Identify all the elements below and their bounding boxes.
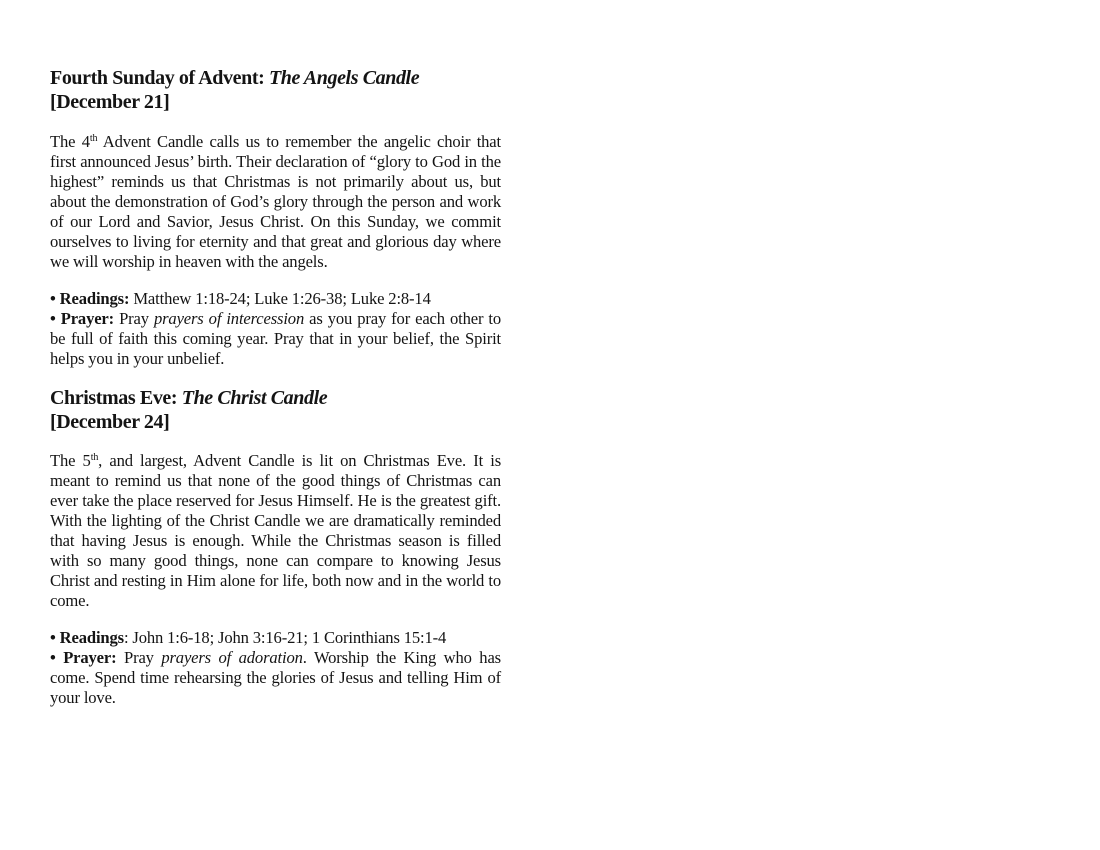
bullet-marker: •: [50, 289, 60, 308]
section-paragraph: [50, 451, 501, 611]
readings-text: : John 1:6-18; John 3:16-21; 1 Corinthians 15:1-4: [123, 628, 447, 647]
para-start: The 5: [50, 451, 91, 470]
para-rest: Advent Candle calls us to remember the angelic choir that first announced Jesus’ birth. Their declaration of “glory to God in the highest” reminds us that Christmas is not primarily about us, but about the demonstration of God’s glory through the person and work of our Lord and Savior, Jesus Christ. On this Sunday, we commit ourselves to living for eternity and that great and glorious day where we will worship in heaven with the angels.: [50, 132, 501, 271]
candle-name: The Christ Candle: [181, 387, 328, 409]
prayer-pre: Pray: [114, 309, 154, 328]
section-bullets: [50, 628, 501, 708]
heading-prefix: Fourth Sunday of Advent:: [50, 67, 269, 89]
ordinal-suffix: th: [90, 452, 99, 463]
para-rest: , and largest, Advent Candle is lit on Christmas Eve. It is meant to remind us that none of the good things of Christmas can ever take the place reserved for Jesus Himself. He is the greatest gift. With the lighting of the Christ Candle we are dramatically reminded that having Jesus is enough. While the Christmas season is filled with so many good things, none can compare to knowing Jesus Christ and resting in Him alone for life, both now and in the world to come.: [50, 451, 501, 610]
ordinal-suffix: th: [89, 133, 98, 144]
bullet-marker: •: [50, 309, 61, 328]
section-paragraph: [50, 132, 501, 272]
readings-label: Readings: [59, 628, 124, 647]
readings-label: Readings:: [59, 289, 130, 308]
prayer-post: . Worship the King who has come. Spend time rehearsing the glories of Jesus and telling Him of your love.: [50, 648, 501, 707]
prayer-post: as you pray for each other to be full of faith this coming year. Pray that in your belief, the Spirit helps you in your unbelief.: [50, 309, 501, 368]
prayer-item: [50, 648, 501, 708]
bullet-marker: •: [50, 648, 64, 667]
prayer-label: Prayer:: [60, 309, 115, 328]
document-page: [50, 66, 501, 708]
prayer-item: [50, 309, 501, 369]
para-start: The 4: [50, 132, 90, 151]
readings-item: [50, 628, 501, 648]
prayer-label: Prayer:: [63, 648, 117, 667]
prayer-type: prayers of intercession: [153, 309, 305, 328]
candle-name: The Angels Candle: [268, 67, 420, 89]
section-date: [December 21]: [50, 91, 170, 113]
heading-prefix: Christmas Eve:: [50, 387, 182, 409]
prayer-pre: Pray: [116, 648, 162, 667]
section-heading-fourth-sunday: [50, 66, 501, 114]
prayer-type: prayers of adoration: [161, 648, 303, 667]
readings-item: [50, 289, 501, 309]
bullet-marker: •: [50, 628, 60, 647]
section-bullets: [50, 289, 501, 369]
section-heading-christmas-eve: [50, 386, 501, 434]
readings-text: Matthew 1:18-24; Luke 1:26-38; Luke 2:8-14: [129, 289, 431, 308]
section-date: [December 24]: [50, 411, 170, 433]
